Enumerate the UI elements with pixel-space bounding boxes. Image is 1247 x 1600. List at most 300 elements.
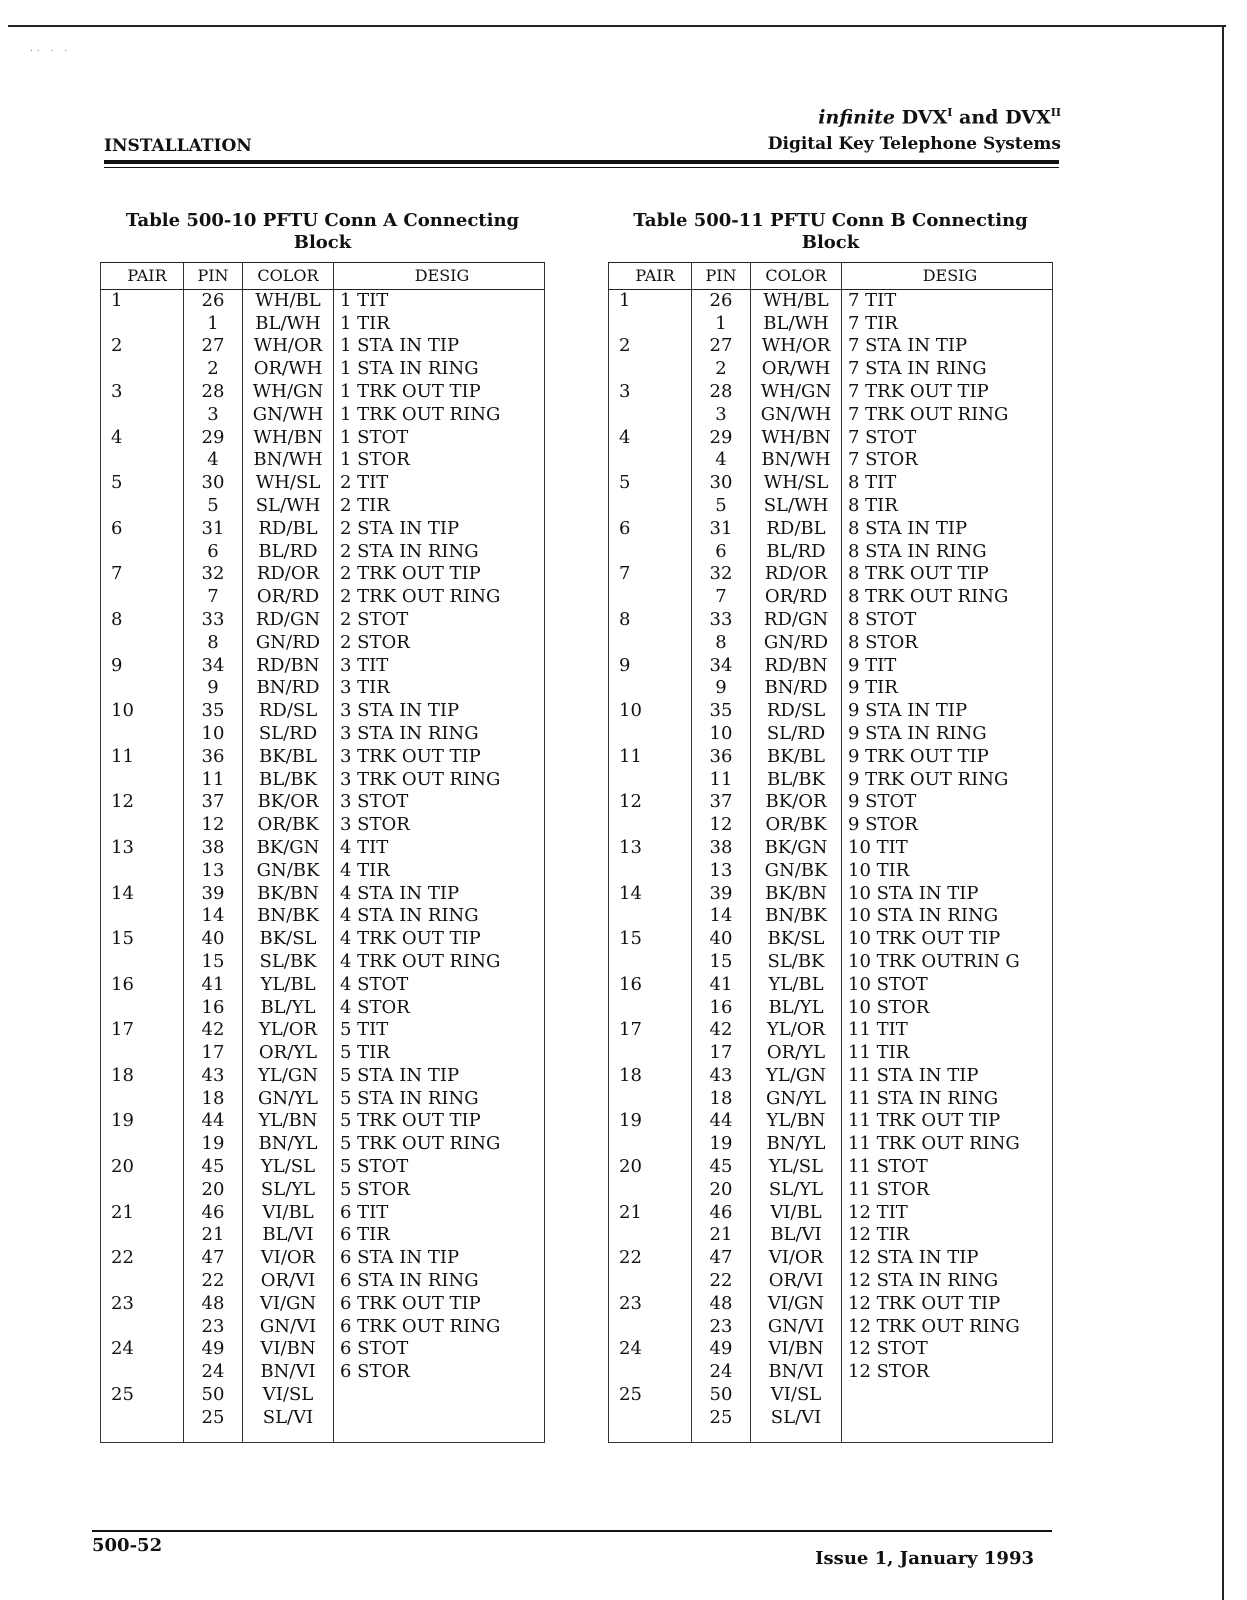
cell-pair: 22 [609, 1247, 692, 1270]
cell-desig: 6 STA IN TIP [334, 1247, 545, 1270]
cell-desig: 7 STA IN TIP [842, 335, 1053, 358]
table-row [101, 951, 545, 974]
cell-desig: 4 TRK OUT TIP [334, 928, 545, 951]
cell-pair [609, 541, 692, 564]
cell-pin: 28 [184, 381, 243, 404]
cell-color: BN/BK [751, 905, 842, 928]
cell-desig: 3 TRK OUT TIP [334, 746, 545, 769]
cell-color: YL/OR [243, 1019, 334, 1042]
cell-color: BK/BL [751, 746, 842, 769]
cell-pair: 8 [609, 609, 692, 632]
cell-color: YL/GN [243, 1065, 334, 1088]
cell-pin: 30 [184, 472, 243, 495]
table-a-title: Table 500-10 PFTU Conn A Connecting Block [125, 210, 520, 253]
cell-pin: 8 [692, 632, 751, 655]
cell-color: GN/RD [751, 632, 842, 655]
cell-desig: 9 STA IN TIP [842, 700, 1053, 723]
cell-color: BN/VI [751, 1361, 842, 1384]
cell-pair: 21 [101, 1202, 184, 1225]
cell-pair: 19 [609, 1110, 692, 1133]
header-desig: DESIG [334, 263, 545, 290]
cell-pin: 20 [692, 1179, 751, 1202]
table-row [101, 632, 545, 655]
table-row [101, 1338, 545, 1361]
cell-color: BK/BN [751, 883, 842, 906]
table-row [101, 335, 545, 358]
cell-desig [334, 1407, 545, 1430]
cell-color: GN/WH [751, 404, 842, 427]
table-row [101, 723, 545, 746]
cell-pair: 25 [609, 1384, 692, 1407]
cell-color: BK/OR [243, 791, 334, 814]
brand-sup-1: I [947, 106, 953, 119]
table-row [609, 518, 1053, 541]
cell-pin: 42 [184, 1019, 243, 1042]
cell-pin: 37 [692, 791, 751, 814]
header-pin: PIN [184, 263, 243, 290]
cell-pair [609, 404, 692, 427]
cell-desig: 2 STA IN RING [334, 541, 545, 564]
cell-desig: 10 TRK OUT TIP [842, 928, 1053, 951]
cell-pair [609, 677, 692, 700]
header-rule-thin [104, 167, 1059, 168]
cell-color: SL/BK [751, 951, 842, 974]
cell-pin: 48 [692, 1293, 751, 1316]
cell-color: WH/OR [243, 335, 334, 358]
table-row [609, 1202, 1053, 1225]
padding-cell [334, 1430, 545, 1443]
cell-color: BL/RD [751, 541, 842, 564]
cell-desig: 11 TRK OUT RING [842, 1133, 1053, 1156]
cell-pin: 26 [184, 289, 243, 312]
cell-desig: 2 TRK OUT TIP [334, 563, 545, 586]
cell-pin: 37 [184, 791, 243, 814]
table-row [101, 1293, 545, 1316]
cell-color: YL/BN [751, 1110, 842, 1133]
cell-pair [101, 449, 184, 472]
cell-desig: 4 STOR [334, 997, 545, 1020]
cell-color: SL/RD [243, 723, 334, 746]
cell-color: SL/WH [243, 495, 334, 518]
table-row [609, 586, 1053, 609]
cell-desig: 4 TRK OUT RING [334, 951, 545, 974]
cell-color: WH/GN [243, 381, 334, 404]
cell-color: BK/OR [751, 791, 842, 814]
cell-pair [609, 313, 692, 336]
cell-pin: 40 [184, 928, 243, 951]
cell-pin: 19 [692, 1133, 751, 1156]
cell-color: GN/RD [243, 632, 334, 655]
cell-desig: 10 TIT [842, 837, 1053, 860]
cell-pin: 44 [692, 1110, 751, 1133]
cell-desig: 1 STOT [334, 427, 545, 450]
cell-pin: 45 [692, 1156, 751, 1179]
cell-color: SL/BK [243, 951, 334, 974]
cell-pin: 2 [692, 358, 751, 381]
cell-desig: 7 TRK OUT RING [842, 404, 1053, 427]
cell-color: GN/VI [243, 1316, 334, 1339]
cell-pair: 20 [101, 1156, 184, 1179]
table-row [101, 1019, 545, 1042]
cell-color: VI/SL [243, 1384, 334, 1407]
cell-desig: 9 TRK OUT TIP [842, 746, 1053, 769]
cell-color: RD/OR [243, 563, 334, 586]
table-row [609, 1088, 1053, 1111]
table-a-body [101, 289, 545, 1442]
cell-color: OR/RD [751, 586, 842, 609]
cell-color: BK/SL [243, 928, 334, 951]
cell-pair: 24 [609, 1338, 692, 1361]
cell-color: WH/OR [751, 335, 842, 358]
table-b-body [609, 289, 1053, 1442]
cell-pair: 4 [101, 427, 184, 450]
cell-pin: 11 [184, 769, 243, 792]
cell-color: VI/BL [243, 1202, 334, 1225]
table-row [101, 791, 545, 814]
cell-desig: 9 TRK OUT RING [842, 769, 1053, 792]
cell-color: WH/SL [751, 472, 842, 495]
cell-color: SL/YL [751, 1179, 842, 1202]
table-row [609, 1407, 1053, 1430]
cell-pair: 6 [101, 518, 184, 541]
cell-pair: 4 [609, 427, 692, 450]
cell-color: YL/BL [751, 974, 842, 997]
cell-pin: 3 [692, 404, 751, 427]
cell-pin: 39 [184, 883, 243, 906]
cell-color: OR/RD [243, 586, 334, 609]
table-row [101, 814, 545, 837]
cell-desig: 11 STA IN RING [842, 1088, 1053, 1111]
table-row [609, 974, 1053, 997]
cell-color: BK/SL [751, 928, 842, 951]
table-row [101, 381, 545, 404]
cell-pair [101, 1088, 184, 1111]
cell-pin: 4 [692, 449, 751, 472]
table-row [609, 1293, 1053, 1316]
table-row [609, 769, 1053, 792]
page-header [768, 106, 1061, 154]
cell-pin: 27 [692, 335, 751, 358]
cell-color: GN/YL [243, 1088, 334, 1111]
table-row [609, 335, 1053, 358]
cell-pin: 11 [692, 769, 751, 792]
table-row [609, 883, 1053, 906]
cell-pin: 43 [692, 1065, 751, 1088]
cell-color: BN/WH [751, 449, 842, 472]
cell-pin: 22 [184, 1270, 243, 1293]
cell-pair [101, 358, 184, 381]
cell-desig: 2 TRK OUT RING [334, 586, 545, 609]
cell-color: YL/BL [243, 974, 334, 997]
cell-pair [609, 1316, 692, 1339]
cell-pin: 19 [184, 1133, 243, 1156]
table-row [609, 1316, 1053, 1339]
table-row [101, 1270, 545, 1293]
table-row [101, 1247, 545, 1270]
padding-cell [692, 1430, 751, 1443]
table-bottom-padding [609, 1430, 1053, 1443]
table-row [101, 289, 545, 312]
header-pair: PAIR [101, 263, 184, 290]
cell-pin: 38 [184, 837, 243, 860]
cell-pair: 8 [101, 609, 184, 632]
cell-color: WH/GN [751, 381, 842, 404]
cell-color: BL/RD [243, 541, 334, 564]
table-row [101, 1316, 545, 1339]
cell-color: BN/BK [243, 905, 334, 928]
cell-desig: 11 TIT [842, 1019, 1053, 1042]
cell-pin: 9 [184, 677, 243, 700]
cell-pair: 14 [609, 883, 692, 906]
cell-pin: 14 [692, 905, 751, 928]
cell-pin: 10 [692, 723, 751, 746]
cell-pair: 7 [101, 563, 184, 586]
issue-date: Issue 1, January 1993 [815, 1548, 1034, 1569]
cell-pair: 6 [609, 518, 692, 541]
padding-cell [751, 1430, 842, 1443]
table-row [101, 427, 545, 450]
table-row [609, 677, 1053, 700]
cell-color: OR/WH [243, 358, 334, 381]
cell-desig: 5 STA IN TIP [334, 1065, 545, 1088]
cell-desig: 8 TRK OUT TIP [842, 563, 1053, 586]
cell-pin: 16 [692, 997, 751, 1020]
cell-pair: 12 [101, 791, 184, 814]
cell-pin: 32 [184, 563, 243, 586]
cell-pin: 21 [692, 1224, 751, 1247]
cell-desig: 6 TIR [334, 1224, 545, 1247]
cell-pair: 11 [101, 746, 184, 769]
cell-pair [609, 1179, 692, 1202]
table-row [609, 1338, 1053, 1361]
table-row [101, 1361, 545, 1384]
cell-pin: 6 [692, 541, 751, 564]
table-row [101, 1224, 545, 1247]
table-row [101, 1042, 545, 1065]
padding-cell [184, 1430, 243, 1443]
cell-pair: 16 [101, 974, 184, 997]
table-row [609, 1224, 1053, 1247]
cell-desig: 5 TRK OUT RING [334, 1133, 545, 1156]
page-number: 500-52 [92, 1535, 163, 1556]
cell-pin: 1 [184, 313, 243, 336]
cell-color: BL/YL [751, 997, 842, 1020]
cell-desig: 8 TIT [842, 472, 1053, 495]
cell-color: GN/YL [751, 1088, 842, 1111]
cell-pin: 2 [184, 358, 243, 381]
cell-desig [842, 1384, 1053, 1407]
cell-pair [101, 495, 184, 518]
cell-pair: 5 [609, 472, 692, 495]
cell-color: BK/BN [243, 883, 334, 906]
cell-color: SL/VI [243, 1407, 334, 1430]
table-row [101, 1407, 545, 1430]
cell-pin: 9 [692, 677, 751, 700]
cell-color: BN/VI [243, 1361, 334, 1384]
cell-pin: 31 [184, 518, 243, 541]
table-row [101, 1088, 545, 1111]
cell-pin: 50 [184, 1384, 243, 1407]
cell-pair [101, 404, 184, 427]
cell-pair [609, 586, 692, 609]
cell-pair: 18 [101, 1065, 184, 1088]
table-row [609, 997, 1053, 1020]
cell-pin: 43 [184, 1065, 243, 1088]
cell-pair: 9 [101, 655, 184, 678]
cell-pair [609, 905, 692, 928]
cell-desig: 5 STOR [334, 1179, 545, 1202]
cell-desig: 1 TRK OUT TIP [334, 381, 545, 404]
cell-color: RD/SL [243, 700, 334, 723]
table-row [101, 495, 545, 518]
cell-pair [609, 860, 692, 883]
cell-pin: 45 [184, 1156, 243, 1179]
table-row [101, 472, 545, 495]
table-row [101, 586, 545, 609]
cell-pair [609, 632, 692, 655]
cell-pair: 23 [101, 1293, 184, 1316]
cell-pair: 17 [101, 1019, 184, 1042]
cell-pin: 13 [184, 860, 243, 883]
cell-color: OR/YL [751, 1042, 842, 1065]
cell-desig: 10 STA IN RING [842, 905, 1053, 928]
cell-desig [334, 1384, 545, 1407]
cell-pair [101, 586, 184, 609]
cell-desig: 7 STOR [842, 449, 1053, 472]
cell-pin: 26 [692, 289, 751, 312]
cell-pin: 35 [184, 700, 243, 723]
cell-pair: 25 [101, 1384, 184, 1407]
table-row [101, 1384, 545, 1407]
cell-desig: 12 STA IN TIP [842, 1247, 1053, 1270]
cell-color: VI/GN [243, 1293, 334, 1316]
cell-pin: 48 [184, 1293, 243, 1316]
cell-desig: 8 STOR [842, 632, 1053, 655]
cell-pin: 3 [184, 404, 243, 427]
table-row [609, 1110, 1053, 1133]
cell-desig: 4 STA IN TIP [334, 883, 545, 906]
header-pin: PIN [692, 263, 751, 290]
cell-pin: 20 [184, 1179, 243, 1202]
cell-desig: 3 STA IN TIP [334, 700, 545, 723]
cell-pin: 47 [692, 1247, 751, 1270]
cell-pair [101, 632, 184, 655]
cell-pair [609, 1361, 692, 1384]
cell-color: RD/SL [751, 700, 842, 723]
cell-color: RD/BL [243, 518, 334, 541]
cell-pair: 5 [101, 472, 184, 495]
table-row [101, 313, 545, 336]
cell-desig: 11 TRK OUT TIP [842, 1110, 1053, 1133]
cell-pair [609, 495, 692, 518]
cell-pair: 3 [101, 381, 184, 404]
cell-desig: 3 STOT [334, 791, 545, 814]
table-row [609, 289, 1053, 312]
cell-desig: 3 STA IN RING [334, 723, 545, 746]
cell-desig: 1 TIR [334, 313, 545, 336]
table-row [609, 541, 1053, 564]
cell-pin: 6 [184, 541, 243, 564]
cell-pin: 40 [692, 928, 751, 951]
cell-pin: 38 [692, 837, 751, 860]
cell-pair [101, 814, 184, 837]
cell-pair [609, 358, 692, 381]
cell-color: OR/BK [243, 814, 334, 837]
table-row [101, 1065, 545, 1088]
cell-pair [101, 541, 184, 564]
table-row [609, 1133, 1053, 1156]
table-row [101, 860, 545, 883]
cell-pin: 13 [692, 860, 751, 883]
table-row [609, 791, 1053, 814]
table-header-row [609, 263, 1053, 290]
cell-color: WH/SL [243, 472, 334, 495]
table-row [101, 1179, 545, 1202]
cell-pair [101, 677, 184, 700]
cell-desig: 3 TIT [334, 655, 545, 678]
cell-color: VI/SL [751, 1384, 842, 1407]
table-row [609, 837, 1053, 860]
table-row [609, 1384, 1053, 1407]
cell-desig: 1 STOR [334, 449, 545, 472]
cell-desig: 9 STA IN RING [842, 723, 1053, 746]
cell-pin: 36 [184, 746, 243, 769]
cell-color: BN/RD [751, 677, 842, 700]
cell-desig: 12 TIR [842, 1224, 1053, 1247]
cell-color: BN/YL [243, 1133, 334, 1156]
table-row [609, 951, 1053, 974]
cell-pair [101, 1042, 184, 1065]
page-frame-top [8, 25, 1226, 27]
table-a [100, 210, 545, 1443]
table-row [609, 427, 1053, 450]
cell-color: GN/BK [243, 860, 334, 883]
cell-pin: 8 [184, 632, 243, 655]
table-row [101, 563, 545, 586]
table-row [101, 769, 545, 792]
cell-color: VI/GN [751, 1293, 842, 1316]
cell-desig: 5 TIT [334, 1019, 545, 1042]
cell-desig: 12 TIT [842, 1202, 1053, 1225]
cell-pair: 16 [609, 974, 692, 997]
cell-pair: 14 [101, 883, 184, 906]
cell-color: OR/VI [751, 1270, 842, 1293]
header-color: COLOR [751, 263, 842, 290]
cell-color: RD/BL [751, 518, 842, 541]
cell-color: BK/GN [751, 837, 842, 860]
cell-pin: 23 [184, 1316, 243, 1339]
cell-color: YL/SL [751, 1156, 842, 1179]
cell-pair [101, 905, 184, 928]
cell-desig: 9 STOT [842, 791, 1053, 814]
table-row [609, 1361, 1053, 1384]
cell-pin: 32 [692, 563, 751, 586]
table-row [101, 700, 545, 723]
cell-pair: 7 [609, 563, 692, 586]
cell-desig: 11 TIR [842, 1042, 1053, 1065]
cell-pin: 17 [692, 1042, 751, 1065]
cell-desig: 1 STA IN RING [334, 358, 545, 381]
cell-pin: 31 [692, 518, 751, 541]
cell-desig: 6 STOT [334, 1338, 545, 1361]
header-pair: PAIR [609, 263, 692, 290]
table-row [609, 1270, 1053, 1293]
cell-pair: 17 [609, 1019, 692, 1042]
cell-pair: 15 [101, 928, 184, 951]
cell-pair: 2 [101, 335, 184, 358]
table-row [609, 655, 1053, 678]
cell-color: BK/GN [243, 837, 334, 860]
